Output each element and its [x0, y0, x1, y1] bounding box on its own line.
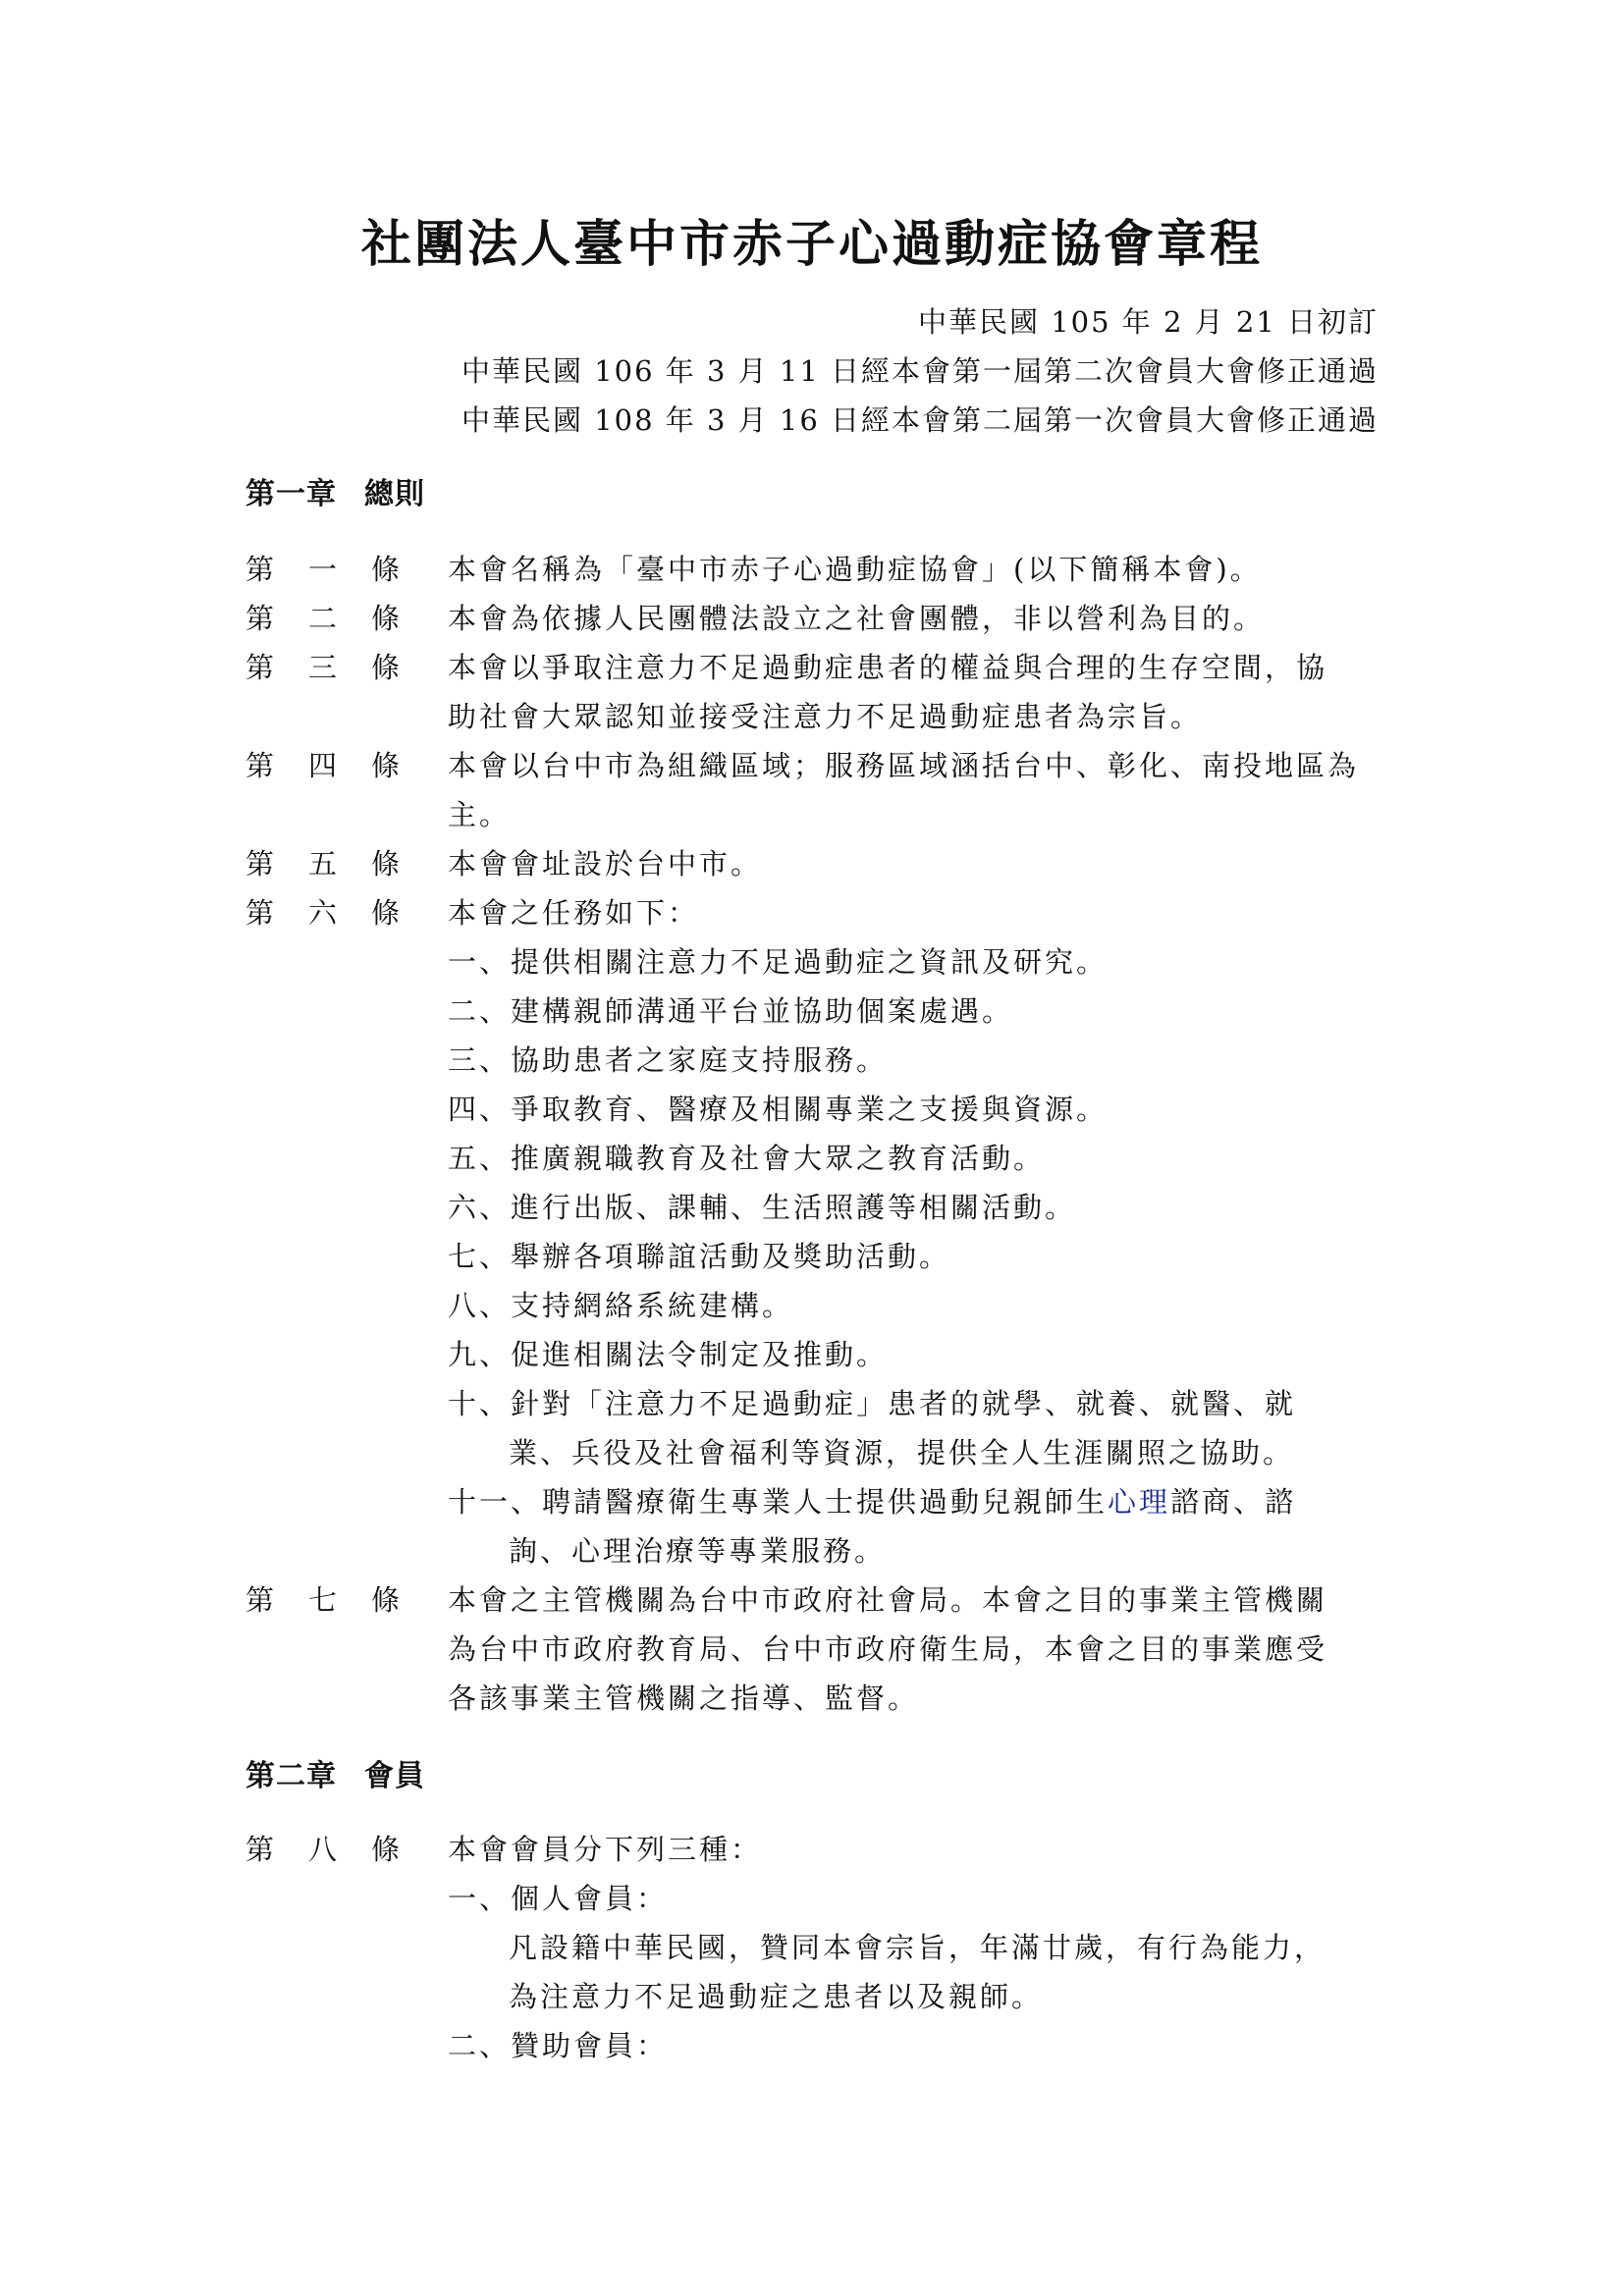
article-3-text-line-2: 助社會大眾認知並接受注意力不足過動症患者為宗旨。	[448, 700, 1203, 733]
article-6-item: 三、協助患者之家庭支持服務。	[448, 1043, 889, 1077]
article-8-item-1: 一、個人會員：	[448, 1882, 669, 1915]
date-line-initial: 中華民國 105 年 2 月 21 日初訂	[917, 305, 1379, 339]
article-4-label: 第 四 條	[245, 749, 401, 782]
chapter-2-number: 第二章	[245, 1759, 337, 1793]
article-5-text: 本會會址設於台中市。	[448, 847, 763, 881]
article-7-text-line-1: 本會之主管機關為台中市政府社會局。本會之目的事業主管機關	[448, 1583, 1328, 1617]
chapter-2-name: 會員	[364, 1759, 425, 1793]
document-title: 社團法人臺中市赤子心過動症協會章程	[360, 215, 1263, 274]
article-8-label: 第 八 條	[245, 1833, 401, 1866]
article-6-label: 第 六 條	[245, 896, 401, 930]
article-8-item-2: 二、贊助會員：	[448, 2029, 669, 2062]
chapter-2-heading	[245, 1755, 425, 1798]
article-6-item-10-continuation: 業、兵役及社會福利等資源，提供全人生涯關照之協助。	[509, 1436, 1295, 1469]
article-6-item-11-continuation: 詢、心理治療等專業服務。	[509, 1534, 887, 1568]
article-6-item: 一、提供相關注意力不足過動症之資訊及研究。	[448, 945, 1109, 979]
article-3-label: 第 三 條	[245, 651, 401, 684]
article-2-text: 本會為依據人民團體法設立之社會團體，非以營利為目的。	[448, 602, 1266, 635]
chapter-1-name: 總則	[364, 477, 425, 511]
article-1-text: 本會名稱為「臺中市赤子心過動症協會」(以下簡稱本會)。	[448, 553, 1262, 586]
article-6-item: 八、支持網絡系統建構。	[448, 1289, 794, 1322]
article-4-text-line-1: 本會以台中市為組織區域；服務區域涵括台中、彰化、南投地區為	[448, 749, 1360, 782]
article-8-item-1-desc-line-2: 為注意力不足過動症之患者以及親師。	[509, 1980, 1044, 2013]
article-6-item-11: 十一、聘請醫療衛生專業人士提供過動兒親師生心理諮商、諮	[448, 1485, 1297, 1519]
date-line-amend-1: 中華民國 106 年 3 月 11 日經本會第一屆第二次會員大會修正通過	[460, 354, 1379, 388]
article-6-item: 十、針對「注意力不足過動症」患者的就學、就養、就醫、就	[448, 1387, 1297, 1420]
article-8-intro: 本會會員分下列三種：	[448, 1833, 763, 1866]
chapter-1-heading	[245, 473, 425, 516]
article-6-intro: 本會之任務如下：	[448, 896, 700, 930]
article-6-item: 二、建構親師溝通平台並協助個案處遇。	[448, 994, 1014, 1028]
chapter-1-number: 第一章	[245, 477, 337, 511]
article-6-item: 六、進行出版、課輔、生活照護等相關活動。	[448, 1191, 1077, 1224]
article-7-text-line-3: 各該事業主管機關之指導、監督。	[448, 1682, 920, 1715]
article-1-label: 第 一 條	[245, 553, 401, 586]
article-6-item: 五、推廣親職教育及社會大眾之教育活動。	[448, 1142, 1046, 1175]
article-4-text-line-2: 主。	[448, 798, 512, 831]
date-line-amend-2: 中華民國 108 年 3 月 16 日經本會第二屆第一次會員大會修正通過	[460, 403, 1379, 437]
article-5-label: 第 五 條	[245, 847, 401, 881]
article-7-text-line-2: 為台中市政府教育局、台中市政府衛生局，本會之目的事業應受	[448, 1632, 1328, 1666]
article-7-label: 第 七 條	[245, 1583, 401, 1617]
article-2-label: 第 二 條	[245, 602, 401, 635]
article-6-item: 九、促進相關法令制定及推動。	[448, 1338, 889, 1371]
article-8-item-1-desc-line-1: 凡設籍中華民國，贊同本會宗旨，年滿廿歲，有行為能力，	[509, 1931, 1326, 1964]
article-6-item: 四、爭取教育、醫療及相關專業之支援與資源。	[448, 1093, 1109, 1126]
article-6-item: 七、舉辦各項聯誼活動及獎助活動。	[448, 1240, 951, 1273]
article-3-text-line-1: 本會以爭取注意力不足過動症患者的權益與合理的生存空間，協	[448, 651, 1328, 684]
